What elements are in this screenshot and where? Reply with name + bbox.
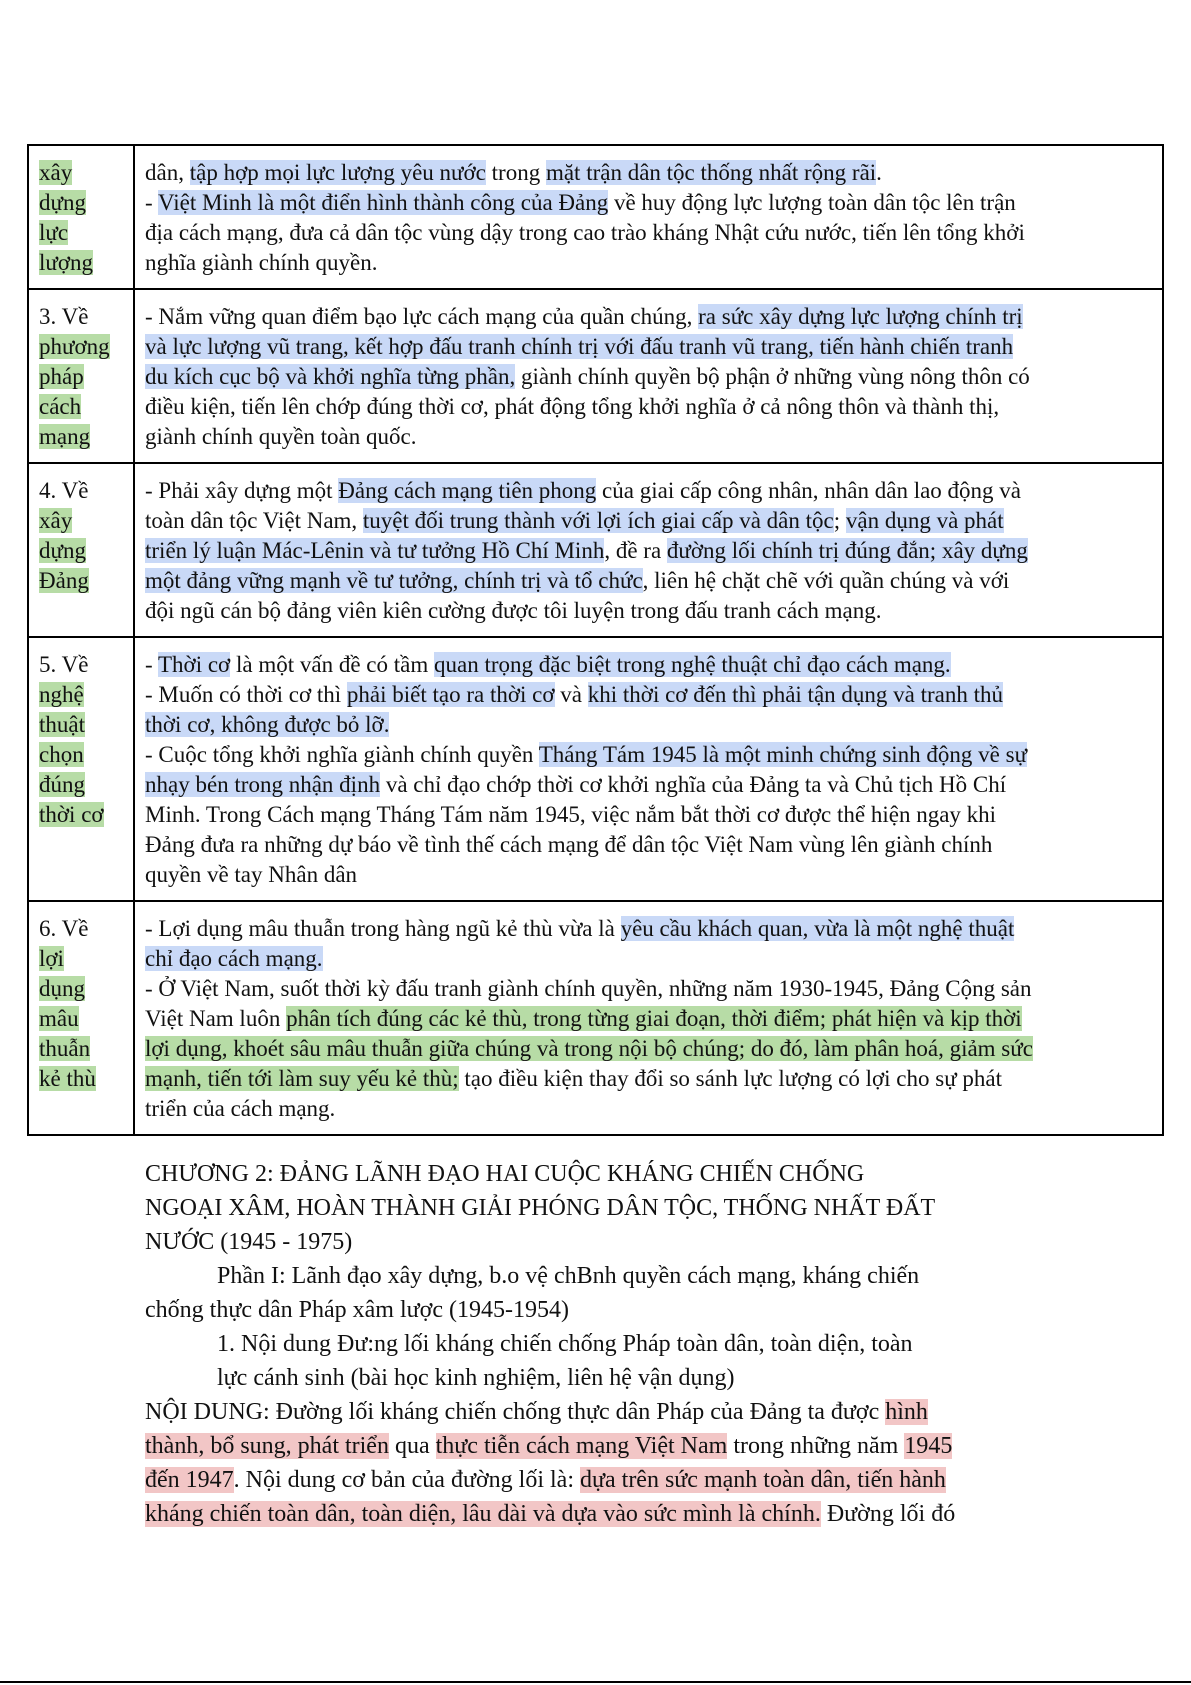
page-bottom-divider [0,1681,1191,1683]
row-heading-text: 6. Về [39,916,89,941]
text-segment: , liên hệ chặt chẽ với quần chúng và với [642,568,1010,593]
row-heading-text: Đảng [39,568,89,593]
content-line [145,476,1150,506]
text-segment: . Nội dung cơ bản của đường lối là: [233,1467,580,1493]
row-heading-line [39,770,125,800]
highlighted-text: kháng chiến toàn dân, toàn diện, lâu dài và dựa vào sức mình là chính. [145,1501,821,1527]
content-line [145,362,1150,392]
row-heading-line [39,476,125,506]
highlighted-text: vận dụng và phát [845,508,1004,533]
text-segment: tạo điều kiện thay đổi so sánh lực lượng có lợi cho sự phát [458,1066,1003,1091]
chapter-line [145,1191,1045,1225]
text-segment: qua [388,1433,436,1459]
row-heading-text: chọn [39,742,84,767]
highlighted-text: mặt trận dân tộc thống nhất rộng rãi [545,160,877,185]
highlighted-text: khi thời cơ đến thì phải tận dụng và tranh thủ [587,682,1004,707]
content-line [145,770,1150,800]
content-line [145,422,1150,452]
content-line [145,800,1150,830]
row-heading-text: lực [39,220,69,245]
text-segment: Đường lối đó [820,1501,956,1527]
highlighted-text: du kích cục bộ và khởi nghĩa từng phần, [145,364,516,389]
row-heading-line [39,680,125,710]
content-line [145,830,1150,860]
highlighted-text: Thời cơ [158,652,231,677]
text-segment: toàn dân tộc Việt Nam, [145,508,363,533]
row-heading-line [39,914,125,944]
text-segment: địa cách mạng, đưa cả dân tộc vùng dậy trong cao trào kháng Nhật cứu nước, tiến lên tổng khởi [145,220,1025,245]
row-heading-text: 4. Về [39,478,89,503]
row-heading-text: kẻ thù [39,1066,96,1091]
highlighted-text: Đảng cách mạng tiên phong [338,478,597,503]
content-line [145,596,1150,626]
text-segment: - Nắm vững quan điểm bạo lực cách mạng của quần chúng, [145,304,699,329]
row-heading-text: pháp [39,364,84,389]
row-heading-line [39,362,125,392]
row-heading-line [39,1034,125,1064]
content-line [145,536,1150,566]
row-heading-line [39,392,125,422]
content-line [145,914,1150,944]
chapter-line [145,1293,1045,1327]
highlighted-text: tập hợp mọi lực lượng yêu nước [189,160,486,185]
row-heading-text: dụng [39,976,85,1001]
text-segment: điều kiện, tiến lên chớp đúng thời cơ, phát động tổng khởi nghĩa ở cả nông thôn và thành thị, [145,394,1000,419]
text-segment: NƯỚC (1945 - 1975) [145,1229,353,1255]
text-segment: nghĩa giành chính quyền. [145,250,378,275]
text-segment: , đề ra [604,538,667,563]
chapter-line [145,1395,1045,1429]
chapter-line [145,1327,1045,1361]
text-segment: lực cánh sinh (bài học kinh nghiệm, liên hệ vận dụng) [217,1365,735,1391]
row-heading-text: thời cơ [39,802,104,827]
row-heading-text: mạng [39,424,91,449]
highlighted-text: mạnh, tiến tới làm suy yếu kẻ thù; [145,1066,459,1091]
chapter-line [145,1463,1045,1497]
text-segment: . [876,160,882,185]
text-segment: Phần I: Lãnh đạo xây dựng, b.o vệ chBnh quyền cách mạng, kháng chiến [217,1263,920,1289]
row-heading [28,289,134,463]
row-heading-line [39,188,125,218]
highlighted-text: 1945 [904,1433,953,1459]
content-line [145,974,1150,1004]
text-segment: 1. Nội dung Đư:ng lối kháng chiến chống Pháp toàn dân, toàn diện, toàn [217,1331,913,1357]
text-segment: CHƯƠNG 2: ĐẢNG LÃNH ĐẠO HAI CUỘC KHÁNG CHIẾN CHỐNG [145,1161,865,1187]
highlighted-text: thực tiễn cách mạng Việt Nam [435,1433,728,1459]
highlighted-text: tuyệt đối trung thành với lợi ích giai cấp và dân tộc [362,508,834,533]
row-heading-text: nghệ [39,682,84,707]
text-segment: trong những năm [727,1433,905,1459]
text-segment: - [145,652,158,677]
text-segment: quyền về tay Nhân dân [145,862,358,887]
row-heading-line [39,248,125,278]
row-heading-text: mâu [39,1006,79,1031]
content-line [145,188,1150,218]
highlighted-text: và lực lượng vũ trang, kết hợp đấu tranh chính trị với đấu tranh vũ trang, tiến hành chiến tranh [145,334,1014,359]
text-segment: Đảng đưa ra những dự báo về tình thế cách mạng để dân tộc Việt Nam vùng lên giành chính [145,832,993,857]
content-line [145,218,1150,248]
row-heading-line [39,158,125,188]
row-content [134,145,1163,289]
highlighted-text: đến 1947 [145,1467,234,1493]
highlighted-text: quan trọng đặc biệt trong nghệ thuật chỉ đạo cách mạng. [433,652,951,677]
row-heading-line [39,650,125,680]
content-line [145,248,1150,278]
row-heading-text: xây [39,160,73,185]
row-heading [28,145,134,289]
highlighted-text: yêu cầu khách quan, vừa là một nghệ thuật [620,916,1015,941]
text-segment: - Lợi dụng mâu thuẫn trong hàng ngũ kẻ thù vừa là [145,916,621,941]
table-row [28,637,1163,901]
highlighted-text: Tháng Tám 1945 là một minh chứng sinh động về sự [538,742,1028,767]
highlighted-text: hình [885,1399,928,1425]
highlighted-text: nhạy bén trong nhận định [145,772,381,797]
content-line [145,860,1150,890]
row-content [134,463,1163,637]
highlighted-text: triển lý luận Mác-Lênin và tư tưởng Hồ Chí Minh [145,538,605,563]
text-segment: chống thực dân Pháp xâm lược (1945-1954) [145,1297,569,1323]
row-heading-text: thuẫn [39,1036,91,1061]
content-line [145,1064,1150,1094]
highlighted-text: thành, bổ sung, phát triển [145,1433,389,1459]
chapter-line [145,1259,1045,1293]
row-heading-line [39,740,125,770]
text-segment: trong [485,160,546,185]
text-segment: - Ở Việt Nam, suốt thời kỳ đấu tranh giành chính quyền, những năm 1930-1945, Đảng Cộng sản [145,976,1032,1001]
text-segment: là một vấn đề có tầm [230,652,434,677]
row-heading-text: cách [39,394,82,419]
text-segment: triển của cách mạng. [145,1096,336,1121]
row-heading-line [39,800,125,830]
text-segment: và chỉ đạo chớp thời cơ khởi nghĩa của Đảng ta và Chủ tịch Hồ Chí [380,772,1007,797]
text-segment: NỘI DUNG: Đường lối kháng chiến chống thực dân Pháp của Đảng ta được [145,1399,886,1425]
text-segment: - Muốn có thời cơ thì [145,682,347,707]
row-heading-line [39,506,125,536]
row-heading-text: 5. Về [39,652,89,677]
row-heading-line [39,536,125,566]
table-row [28,901,1163,1135]
text-segment: Việt Nam luôn [145,1006,287,1031]
row-heading-line [39,422,125,452]
row-heading-line [39,332,125,362]
text-segment: Minh. Trong Cách mạng Tháng Tám năm 1945, việc nắm bắt thời cơ được thể hiện ngay khi [145,802,997,827]
row-heading [28,463,134,637]
content-line [145,680,1150,710]
text-segment: của giai cấp công nhân, nhân dân lao động và [596,478,1022,503]
content-line [145,566,1150,596]
table-row [28,463,1163,637]
text-segment: ; [833,508,846,533]
content-line [145,650,1150,680]
row-heading-text: dựng [39,538,86,563]
content-line [145,1094,1150,1124]
highlighted-text: Việt Minh là một điển hình thành công của Đảng [158,190,609,215]
text-segment: về huy động lực lượng toàn dân tộc lên trận [608,190,1016,215]
text-segment: đội ngũ cán bộ đảng viên kiên cường được tôi luyện trong đấu tranh cách mạng. [145,598,882,623]
text-segment: dân, [145,160,190,185]
text-segment: giành chính quyền bộ phận ở những vùng nông thôn có [515,364,1030,389]
row-heading-text: 3. Về [39,304,89,329]
content-line [145,158,1150,188]
content-line [145,944,1150,974]
highlighted-text: dựa trên sức mạnh toàn dân, tiến hành [579,1467,946,1493]
chapter-line [145,1361,1045,1395]
row-heading-line [39,974,125,1004]
highlighted-text: một đảng vững mạnh về tư tưởng, chính trị và tổ chức [145,568,643,593]
content-table [27,144,1164,1136]
row-heading [28,901,134,1135]
table-row [28,145,1163,289]
content-line [145,332,1150,362]
highlighted-text: thời cơ, không được bỏ lỡ. [145,712,390,737]
chapter-line [145,1157,1045,1191]
row-heading-line [39,302,125,332]
row-heading-text: dựng [39,190,86,215]
text-segment: giành chính quyền toàn quốc. [145,424,417,449]
row-content [134,901,1163,1135]
content-line [145,740,1150,770]
row-heading-line [39,566,125,596]
row-heading-line [39,218,125,248]
content-line [145,1034,1150,1064]
row-heading-line [39,944,125,974]
row-heading-text: lợi [39,946,64,971]
chapter-line [145,1497,1045,1531]
row-heading-text: lượng [39,250,94,275]
row-heading-line [39,710,125,740]
table-body [28,145,1163,1135]
text-segment: - Phải xây dựng một [145,478,339,503]
row-content [134,289,1163,463]
table-row [28,289,1163,463]
text-segment: - [145,190,158,215]
text-segment: NGOẠI XÂM, HOÀN THÀNH GIẢI PHÓNG DÂN TỘC, THỐNG NHẤT ĐẤT [145,1195,936,1221]
content-line [145,1004,1150,1034]
highlighted-text: chỉ đạo cách mạng. [145,946,323,971]
row-heading-text: xây [39,508,73,533]
content-line [145,710,1150,740]
content-line [145,302,1150,332]
row-heading-line [39,1064,125,1094]
content-line [145,506,1150,536]
row-heading-text: phương [39,334,110,359]
highlighted-text: phân tích đúng các kẻ thù, trong từng giai đoạn, thời điểm; phát hiện và kịp thời [286,1006,1022,1031]
row-heading-text: thuật [39,712,85,737]
text-segment: - Cuộc tổng khởi nghĩa giành chính quyền [145,742,539,767]
content-line [145,392,1150,422]
row-content [134,637,1163,901]
highlighted-text: đường lối chính trị đúng đắn; xây dựng [666,538,1028,563]
chapter-line [145,1429,1045,1463]
row-heading-text: đúng [39,772,85,797]
highlighted-text: ra sức xây dựng lực lượng chính trị [698,304,1023,329]
chapter-section [145,1157,1045,1531]
chapter-line [145,1225,1045,1259]
row-heading [28,637,134,901]
highlighted-text: lợi dụng, khoét sâu mâu thuẫn giữa chúng và trong nội bộ chúng; do đó, làm phân hoá, giảm sức [145,1036,1033,1061]
highlighted-text: phải biết tạo ra thời cơ [346,682,555,707]
row-heading-line [39,1004,125,1034]
text-segment: và [554,682,588,707]
